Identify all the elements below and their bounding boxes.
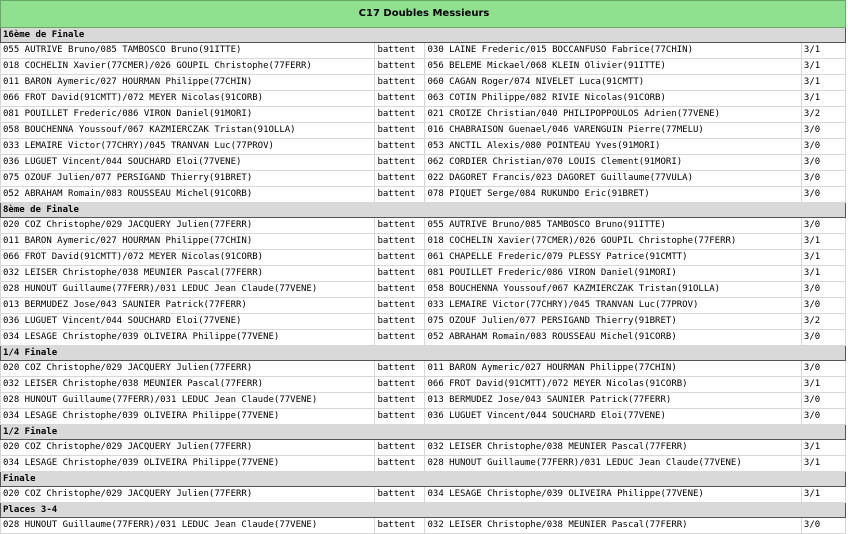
match-row <box>1 409 846 425</box>
match-score: 3/0 <box>801 123 845 139</box>
match-score: 3/1 <box>801 377 845 393</box>
result-verb: battent <box>375 518 425 534</box>
result-verb: battent <box>375 155 425 171</box>
loser-pair: 055 AUTRIVE Bruno/085 TAMBOSCO Bruno(91ITTE) <box>425 218 801 234</box>
round-header <box>1 346 846 361</box>
results-body <box>1 1 846 534</box>
winner-pair: 052 ABRAHAM Romain/083 ROUSSEAU Michel(91CORB) <box>1 187 375 203</box>
round-header <box>1 472 846 487</box>
winner-pair: 013 BERMUDEZ Jose/043 SAUNIER Patrick(77FERR) <box>1 298 375 314</box>
match-row <box>1 440 846 456</box>
match-row <box>1 314 846 330</box>
result-verb: battent <box>375 91 425 107</box>
match-row <box>1 43 846 59</box>
loser-pair: 018 COCHELIN Xavier(77CMER)/026 GOUPIL Christophe(77FERR) <box>425 234 801 250</box>
result-verb: battent <box>375 75 425 91</box>
title-row <box>1 1 846 28</box>
match-score: 3/0 <box>801 155 845 171</box>
winner-pair: 081 POUILLET Frederic/086 VIRON Daniel(91MORI) <box>1 107 375 123</box>
loser-pair: 033 LEMAIRE Victor(77CHRY)/045 TRANVAN Luc(77PROV) <box>425 298 801 314</box>
winner-pair: 055 AUTRIVE Bruno/085 TAMBOSCO Bruno(91ITTE) <box>1 43 375 59</box>
round-header <box>1 203 846 218</box>
loser-pair: 032 LEISER Christophe/038 MEUNIER Pascal(77FERR) <box>425 440 801 456</box>
winner-pair: 034 LESAGE Christophe/039 OLIVEIRA Philippe(77VENE) <box>1 330 375 346</box>
match-score: 3/0 <box>801 409 845 425</box>
match-score: 3/0 <box>801 330 845 346</box>
match-row <box>1 75 846 91</box>
result-verb: battent <box>375 234 425 250</box>
loser-pair: 053 ANCTIL Alexis/080 POINTEAU Yves(91MORI) <box>425 139 801 155</box>
match-score: 3/1 <box>801 456 845 472</box>
winner-pair: 034 LESAGE Christophe/039 OLIVEIRA Philippe(77VENE) <box>1 456 375 472</box>
loser-pair: 030 LAINE Frederic/015 BOCCANFUSO Fabrice(77CHIN) <box>425 43 801 59</box>
match-row <box>1 456 846 472</box>
match-row <box>1 330 846 346</box>
match-row <box>1 487 846 503</box>
result-verb: battent <box>375 139 425 155</box>
match-row <box>1 171 846 187</box>
round-title: 16ème de Finale <box>1 28 846 43</box>
match-score: 3/0 <box>801 282 845 298</box>
result-verb: battent <box>375 43 425 59</box>
match-score: 3/1 <box>801 250 845 266</box>
round-title: Finale <box>1 472 846 487</box>
result-verb: battent <box>375 393 425 409</box>
match-row <box>1 282 846 298</box>
winner-pair: 011 BARON Aymeric/027 HOURMAN Philippe(77CHIN) <box>1 75 375 91</box>
winner-pair: 018 COCHELIN Xavier(77CMER)/026 GOUPIL Christophe(77FERR) <box>1 59 375 75</box>
winner-pair: 028 HUNOUT Guillaume(77FERR)/031 LEDUC Jean Claude(77VENE) <box>1 393 375 409</box>
result-verb: battent <box>375 377 425 393</box>
match-score: 3/1 <box>801 59 845 75</box>
loser-pair: 032 LEISER Christophe/038 MEUNIER Pascal(77FERR) <box>425 518 801 534</box>
winner-pair: 020 COZ Christophe/029 JACQUERY Julien(77FERR) <box>1 361 375 377</box>
winner-pair: 028 HUNOUT Guillaume(77FERR)/031 LEDUC Jean Claude(77VENE) <box>1 282 375 298</box>
round-title: Places 3-4 <box>1 503 846 518</box>
loser-pair: 056 BELEME Mickael/068 KLEIN Olivier(91ITTE) <box>425 59 801 75</box>
match-row <box>1 377 846 393</box>
winner-pair: 066 FROT David(91CMTT)/072 MEYER Nicolas(91CORB) <box>1 91 375 107</box>
loser-pair: 034 LESAGE Christophe/039 OLIVEIRA Philippe(77VENE) <box>425 487 801 503</box>
loser-pair: 062 CORDIER Christian/070 LOUIS Clement(91MORI) <box>425 155 801 171</box>
loser-pair: 011 BARON Aymeric/027 HOURMAN Philippe(77CHIN) <box>425 361 801 377</box>
round-header <box>1 28 846 43</box>
result-verb: battent <box>375 409 425 425</box>
match-row <box>1 250 846 266</box>
loser-pair: 036 LUGUET Vincent/044 SOUCHARD Eloi(77VENE) <box>425 409 801 425</box>
match-row <box>1 361 846 377</box>
match-row <box>1 298 846 314</box>
result-verb: battent <box>375 107 425 123</box>
winner-pair: 028 HUNOUT Guillaume(77FERR)/031 LEDUC Jean Claude(77VENE) <box>1 518 375 534</box>
match-score: 3/0 <box>801 218 845 234</box>
winner-pair: 066 FROT David(91CMTT)/072 MEYER Nicolas(91CORB) <box>1 250 375 266</box>
winner-pair: 036 LUGUET Vincent/044 SOUCHARD Eloi(77VENE) <box>1 155 375 171</box>
winner-pair: 020 COZ Christophe/029 JACQUERY Julien(77FERR) <box>1 218 375 234</box>
winner-pair: 058 BOUCHENNA Youssouf/067 KAZMIERCZAK Tristan(91OLLA) <box>1 123 375 139</box>
match-score: 3/1 <box>801 440 845 456</box>
match-score: 3/2 <box>801 314 845 330</box>
loser-pair: 052 ABRAHAM Romain/083 ROUSSEAU Michel(91CORB) <box>425 330 801 346</box>
result-verb: battent <box>375 487 425 503</box>
match-score: 3/1 <box>801 43 845 59</box>
winner-pair: 036 LUGUET Vincent/044 SOUCHARD Eloi(77VENE) <box>1 314 375 330</box>
match-score: 3/0 <box>801 139 845 155</box>
result-verb: battent <box>375 361 425 377</box>
loser-pair: 058 BOUCHENNA Youssouf/067 KAZMIERCZAK Tristan(91OLLA) <box>425 282 801 298</box>
loser-pair: 022 DAGORET Francis/023 DAGORET Guillaume(77VULA) <box>425 171 801 187</box>
match-score: 3/2 <box>801 107 845 123</box>
result-verb: battent <box>375 218 425 234</box>
result-verb: battent <box>375 187 425 203</box>
result-verb: battent <box>375 456 425 472</box>
result-verb: battent <box>375 282 425 298</box>
result-verb: battent <box>375 123 425 139</box>
loser-pair: 013 BERMUDEZ Jose/043 SAUNIER Patrick(77FERR) <box>425 393 801 409</box>
result-verb: battent <box>375 440 425 456</box>
match-row <box>1 155 846 171</box>
loser-pair: 028 HUNOUT Guillaume(77FERR)/031 LEDUC Jean Claude(77VENE) <box>425 456 801 472</box>
match-score: 3/1 <box>801 487 845 503</box>
match-score: 3/0 <box>801 171 845 187</box>
match-row <box>1 266 846 282</box>
match-row <box>1 139 846 155</box>
round-title: 1/2 Finale <box>1 425 846 440</box>
loser-pair: 081 POUILLET Frederic/086 VIRON Daniel(91MORI) <box>425 266 801 282</box>
loser-pair: 078 PIQUET Serge/084 RUKUNDO Eric(91BRET) <box>425 187 801 203</box>
event-title: C17 Doubles Messieurs <box>1 1 846 28</box>
match-score: 3/1 <box>801 234 845 250</box>
match-row <box>1 123 846 139</box>
loser-pair: 075 OZOUF Julien/077 PERSIGAND Thierry(91BRET) <box>425 314 801 330</box>
result-verb: battent <box>375 171 425 187</box>
loser-pair: 021 CROIZE Christian/040 PHILIPOPPOULOS Adrien(77VENE) <box>425 107 801 123</box>
match-score: 3/1 <box>801 91 845 107</box>
match-row <box>1 218 846 234</box>
result-verb: battent <box>375 314 425 330</box>
winner-pair: 034 LESAGE Christophe/039 OLIVEIRA Philippe(77VENE) <box>1 409 375 425</box>
match-row <box>1 187 846 203</box>
match-row <box>1 393 846 409</box>
match-score: 3/1 <box>801 266 845 282</box>
match-row <box>1 107 846 123</box>
winner-pair: 020 COZ Christophe/029 JACQUERY Julien(77FERR) <box>1 487 375 503</box>
round-header <box>1 503 846 518</box>
loser-pair: 063 COTIN Philippe/082 RIVIE Nicolas(91CORB) <box>425 91 801 107</box>
result-verb: battent <box>375 298 425 314</box>
round-title: 1/4 Finale <box>1 346 846 361</box>
winner-pair: 075 OZOUF Julien/077 PERSIGAND Thierry(91BRET) <box>1 171 375 187</box>
match-score: 3/0 <box>801 298 845 314</box>
result-verb: battent <box>375 330 425 346</box>
round-title: 8ème de Finale <box>1 203 846 218</box>
result-verb: battent <box>375 266 425 282</box>
round-header <box>1 425 846 440</box>
result-verb: battent <box>375 250 425 266</box>
winner-pair: 011 BARON Aymeric/027 HOURMAN Philippe(77CHIN) <box>1 234 375 250</box>
match-score: 3/0 <box>801 518 845 534</box>
winner-pair: 020 COZ Christophe/029 JACQUERY Julien(77FERR) <box>1 440 375 456</box>
match-score: 3/0 <box>801 187 845 203</box>
match-score: 3/1 <box>801 75 845 91</box>
match-score: 3/0 <box>801 393 845 409</box>
result-verb: battent <box>375 59 425 75</box>
match-row <box>1 91 846 107</box>
winner-pair: 033 LEMAIRE Victor(77CHRY)/045 TRANVAN Luc(77PROV) <box>1 139 375 155</box>
winner-pair: 032 LEISER Christophe/038 MEUNIER Pascal(77FERR) <box>1 377 375 393</box>
match-row <box>1 59 846 75</box>
match-score: 3/0 <box>801 361 845 377</box>
loser-pair: 016 CHABRAISON Guenael/046 VARENGUIN Pierre(77MELU) <box>425 123 801 139</box>
loser-pair: 061 CHAPELLE Frederic/079 PLESSY Patrice(91CMTT) <box>425 250 801 266</box>
loser-pair: 066 FROT David(91CMTT)/072 MEYER Nicolas(91CORB) <box>425 377 801 393</box>
loser-pair: 060 CAGAN Roger/074 NIVELET Luca(91CMTT) <box>425 75 801 91</box>
match-row <box>1 234 846 250</box>
winner-pair: 032 LEISER Christophe/038 MEUNIER Pascal(77FERR) <box>1 266 375 282</box>
